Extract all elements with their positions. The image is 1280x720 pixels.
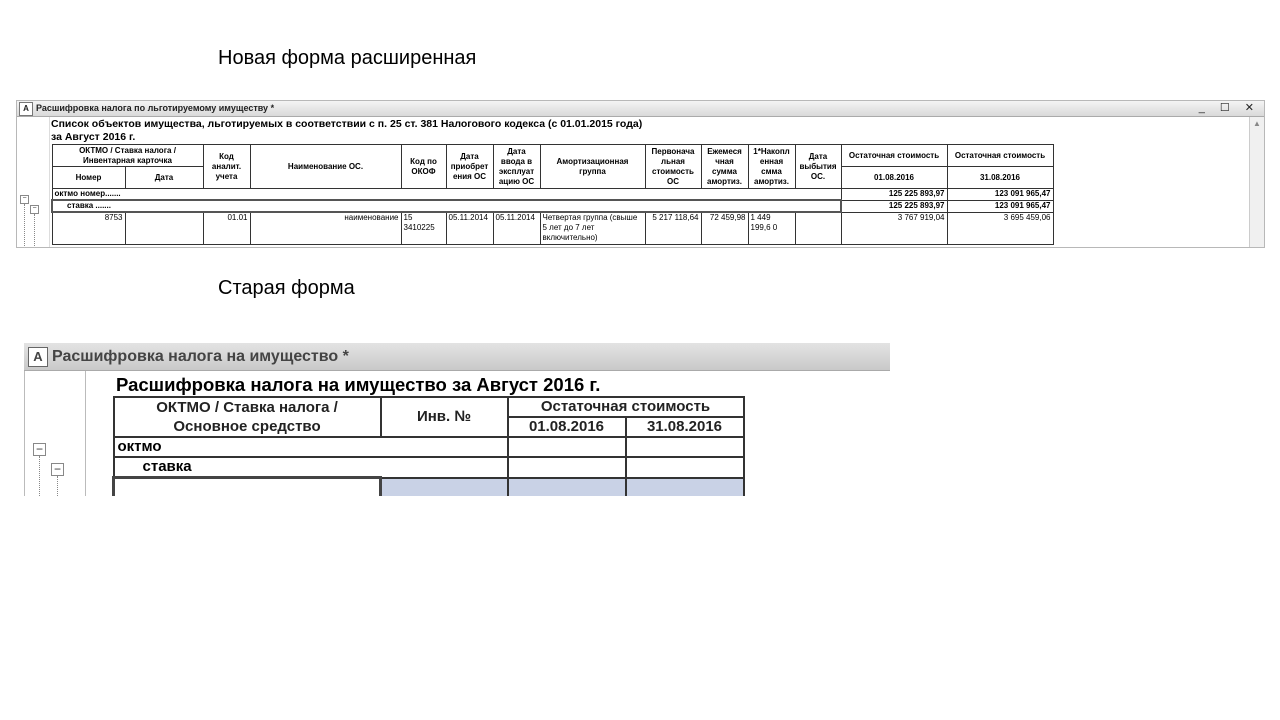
item-data-vybytiya xyxy=(795,212,841,244)
new-report-title: Список объектов имущества, льготируемых в соответствии с п. 25 ст. 381 Налогового кодекса (с 01.01.2015 года) xyxy=(51,118,643,130)
header-data-vvoda: Дата ввода в эксплуат ацию ОС xyxy=(493,145,540,189)
new-report-subtitle: за Август 2016 г. xyxy=(51,131,136,143)
item-ostat-2: 3 695 459,06 xyxy=(947,212,1053,244)
stavka-label: ставка ....... xyxy=(52,200,841,212)
old-report-title: Расшифровка налога на имущество за Август 2016 г. xyxy=(116,374,601,395)
tree-line xyxy=(39,456,40,496)
header-data-priobret: Дата приобрет ения ОС xyxy=(446,145,493,189)
table-row-oktmo[interactable] xyxy=(114,437,744,457)
header-date-1: 01.08.2016 xyxy=(508,417,626,437)
caption-old-form: Старая форма xyxy=(218,277,355,299)
table-row-item[interactable] xyxy=(52,212,1053,244)
item-naimenovanie: наименование xyxy=(250,212,401,244)
new-form-table xyxy=(51,144,1054,245)
header-nakopl: 1*Накопл енная смма амортиз. xyxy=(748,145,795,189)
header-kod-analit: Код аналит. учета xyxy=(203,145,250,189)
item-nomer: 8753 xyxy=(52,212,125,244)
header-naimenovanie: Наименование ОС. xyxy=(250,145,401,189)
header-pervonach: Первонача льная стоимость ОС xyxy=(645,145,701,189)
header-ostat: Остаточная стоимость xyxy=(508,397,744,417)
stavka-value-1 xyxy=(508,457,626,478)
header-ezhemes: Ежемеся чная сумма амортиз. xyxy=(701,145,748,189)
document-app-icon: A xyxy=(19,102,33,116)
table-row-item[interactable] xyxy=(114,478,744,497)
caption-new-form: Новая форма расширенная xyxy=(218,47,477,69)
tree-line xyxy=(34,214,35,248)
tree-collapse-icon[interactable]: − xyxy=(20,195,29,204)
tree-line xyxy=(24,204,25,248)
header-data: Дата xyxy=(125,167,203,189)
new-form-titlebar xyxy=(17,101,1264,117)
stavka-value-1: 125 225 893,97 xyxy=(841,200,947,212)
vertical-scrollbar[interactable] xyxy=(1249,117,1264,247)
item-value-2 xyxy=(626,478,744,497)
old-form-window-title: Расшифровка налога на имущество * xyxy=(52,348,349,365)
tree-collapse-icon[interactable]: − xyxy=(51,463,64,476)
item-nakopl: 1 449 199,6 0 xyxy=(748,212,795,244)
oktmo-value-1 xyxy=(508,437,626,457)
item-ostat-1: 3 767 919,04 xyxy=(841,212,947,244)
oktmo-value-2 xyxy=(626,437,744,457)
header-date-2: 31.08.2016 xyxy=(626,417,744,437)
header-data-vybytiya: Дата выбытия ОС. xyxy=(795,145,841,189)
oktmo-value-1: 125 225 893,97 xyxy=(841,189,947,201)
table-row-stavka[interactable] xyxy=(52,200,1053,212)
tree-collapse-icon[interactable]: − xyxy=(33,443,46,456)
tree-gutter xyxy=(24,371,86,496)
tree-gutter xyxy=(17,117,50,247)
item-ezhemes: 72 459,98 xyxy=(701,212,748,244)
item-data-priobret: 05.11.2014 xyxy=(446,212,493,244)
header-oktmo-group: ОКТМО / Ставка налога /Инвентарная карточка xyxy=(52,145,203,167)
item-okof: 15 3410225 xyxy=(401,212,446,244)
header-ostat-1: Остаточная стоимость xyxy=(841,145,947,167)
new-form-report xyxy=(51,118,1054,245)
old-form-titlebar xyxy=(24,343,890,371)
item-data-vvoda: 05.11.2014 xyxy=(493,212,540,244)
stavka-value-2: 123 091 965,47 xyxy=(947,200,1053,212)
oktmo-value-2: 123 091 965,47 xyxy=(947,189,1053,201)
item-kod-analit: 01.01 xyxy=(203,212,250,244)
table-row-oktmo[interactable] xyxy=(52,189,1053,201)
header-oktmo: ОКТМО / Ставка налога / Основное средство xyxy=(114,397,381,437)
stavka-value-2 xyxy=(626,457,744,478)
table-row-stavka[interactable] xyxy=(114,457,744,478)
stavka-label: ставка xyxy=(114,457,508,478)
new-form-window-title: Расшифровка налога по льготируемому имуществу * xyxy=(36,103,275,113)
item-inv-cell xyxy=(381,478,508,497)
document-app-icon: A xyxy=(28,347,48,367)
item-value-1 xyxy=(508,478,626,497)
item-data xyxy=(125,212,203,244)
header-ostat-2: Остаточная стоимость xyxy=(947,145,1053,167)
new-form-window xyxy=(16,100,1265,248)
header-kod-okof: Код по ОКОФ xyxy=(401,145,446,189)
header-nomer: Номер xyxy=(52,167,125,189)
old-form-report xyxy=(112,374,745,496)
oktmo-label: октмо xyxy=(114,437,508,457)
tree-line xyxy=(57,476,58,496)
item-gruppa: Четвертая группа (свыше 5 лет до 7 лет включительно) xyxy=(540,212,645,244)
old-form-window xyxy=(24,343,890,496)
window-buttons[interactable]: _ ☐ ✕ xyxy=(1198,102,1260,114)
oktmo-label: октмо номер....... xyxy=(52,189,841,201)
item-name-cell xyxy=(114,478,381,497)
header-amort-gruppa: Амортизационная группа xyxy=(540,145,645,189)
header-date-2: 31.08.2016 xyxy=(947,167,1053,189)
header-date-1: 01.08.2016 xyxy=(841,167,947,189)
tree-collapse-icon[interactable]: − xyxy=(30,205,39,214)
item-pervonach: 5 217 118,64 xyxy=(645,212,701,244)
header-inv: Инв. № xyxy=(381,397,508,437)
scroll-up-icon[interactable]: ▲ xyxy=(1253,119,1261,128)
old-form-table xyxy=(112,396,745,496)
